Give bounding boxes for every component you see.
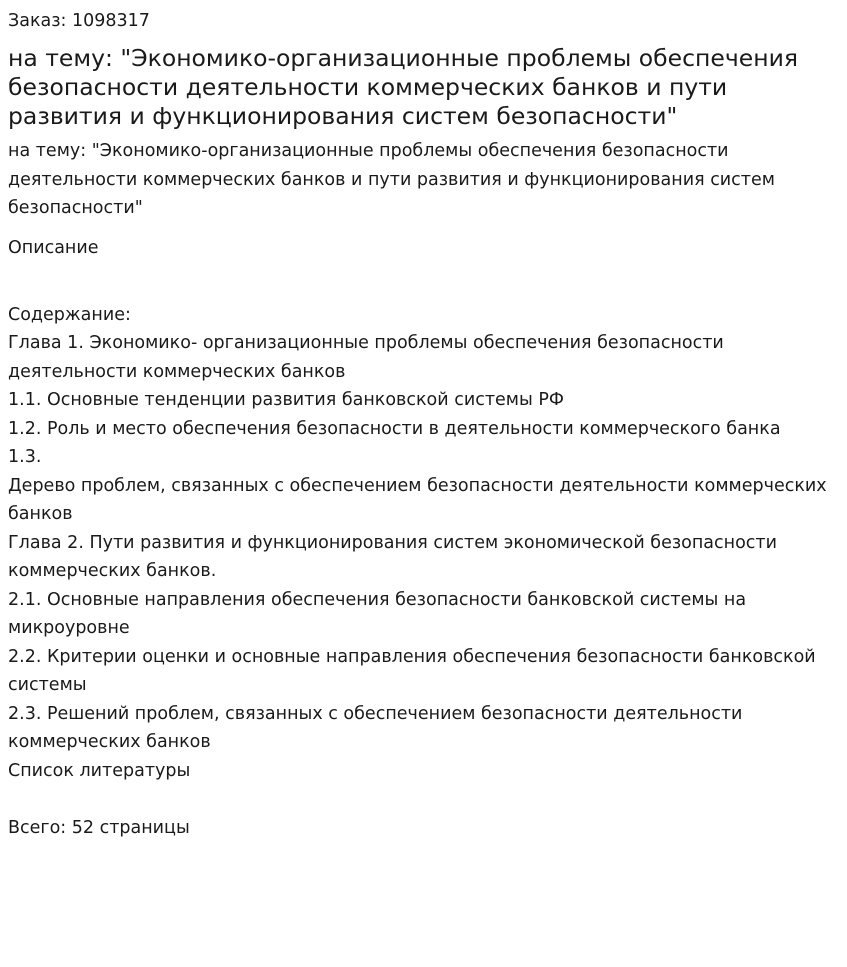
spacer xyxy=(8,785,839,814)
contents-item: 2.1. Основные направления обеспечения безопасности банковской системы на микроуровне xyxy=(8,589,747,638)
contents-item: 1.2. Роль и место обеспечения безопасности в деятельности коммерческого банка xyxy=(8,418,781,439)
contents-item: 1.3. xyxy=(8,447,42,467)
contents-item: Глава 1. Экономико- организационные проблемы обеспечения безопасности деятельности коммерческих банков xyxy=(8,333,724,382)
contents-heading: Содержание: xyxy=(8,304,131,325)
contents-block xyxy=(8,301,839,843)
document-subtitle: на тему: "Экономико-организационные проблемы обеспечения безопасности деятельности коммерческих банков и пути развития и функционирования систем безопасности" xyxy=(8,141,775,218)
document-title: на тему: "Экономико-организационные проблемы обеспечения безопасности деятельности коммерческих банков и пути развития и функционирования систем безопасности" xyxy=(8,44,798,130)
description-heading: Описание xyxy=(8,237,99,258)
contents-item: Дерево проблем, связанных с обеспечением безопасности деятельности коммерческих банков xyxy=(8,475,827,524)
page-total: Всего: 52 страницы xyxy=(8,817,190,838)
contents-item: 2.2. Критерии оценки и основные направления обеспечения безопасности банковской системы xyxy=(8,646,816,695)
order-number: Заказ: 1098317 xyxy=(8,11,150,31)
contents-item: 2.3. Решений проблем, связанных с обеспечением безопасности деятельности коммерческих банков xyxy=(8,703,743,752)
contents-item: Список литературы xyxy=(8,760,191,781)
contents-item: Глава 2. Пути развития и функционирования систем экономической безопасности коммерческих банков. xyxy=(8,532,777,581)
contents-item: 1.1. Основные тенденции развития банковской системы РФ xyxy=(8,390,564,410)
